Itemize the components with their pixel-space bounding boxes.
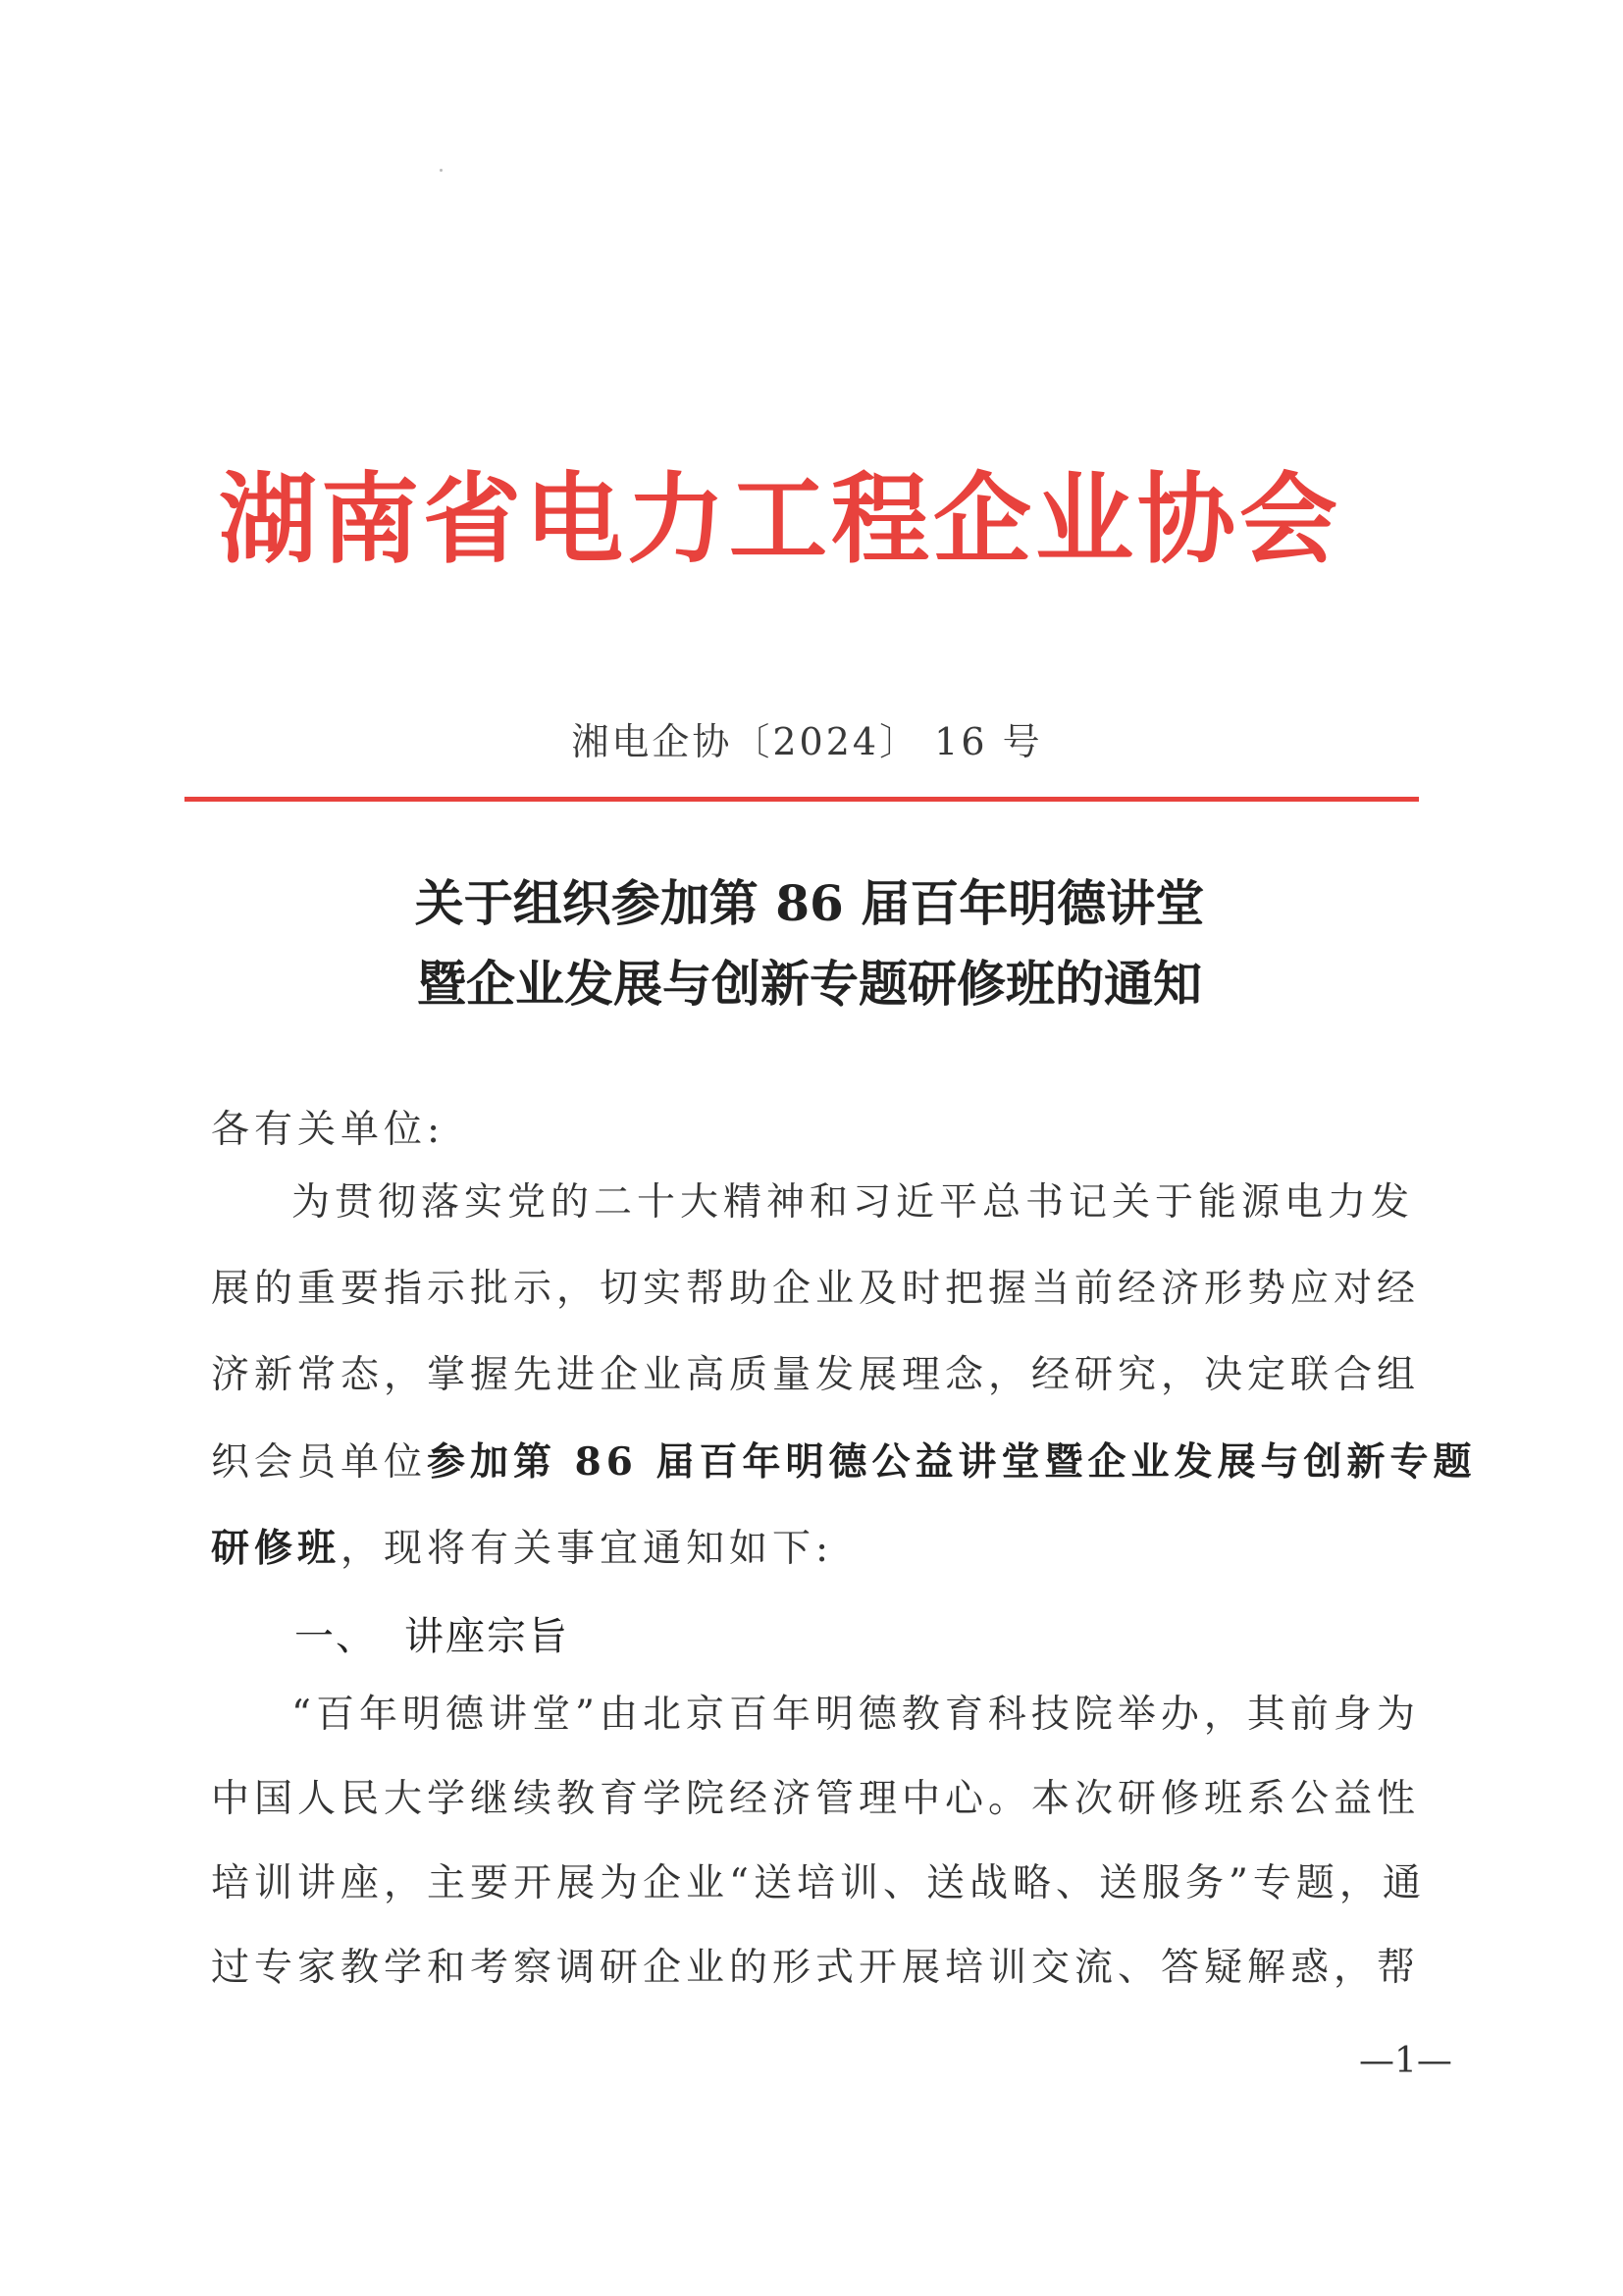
paragraph-line: 展的重要指示批示，切实帮助企业及时把握当前经济形势应对经 xyxy=(211,1267,1421,1311)
paragraph-text: ，现将有关事宜通知如下: xyxy=(340,1527,834,1571)
paragraph-line: 济新常态，掌握先进企业高质量发展理念，经研究，决定联合组 xyxy=(211,1353,1421,1397)
red-divider-rule xyxy=(184,797,1419,802)
masthead-organization-name: 湖南省电力工程企业协会 xyxy=(219,462,1341,577)
paragraph-line xyxy=(211,1521,1452,1607)
event-name-bold: 参加第 86 届百年明德公益讲堂暨企业发展与创新专题 xyxy=(427,1439,1477,1485)
document-title xyxy=(147,863,1472,1024)
paragraph-text: 织会员单位 xyxy=(211,1440,428,1485)
paragraph-purpose xyxy=(211,1688,1452,2025)
event-name-bold: 研修班 xyxy=(211,1526,341,1571)
paragraph-line: 培训讲座，主要开展为企业“送培训、送战略、送服务”专题，通 xyxy=(211,1861,1426,1905)
salutation: 各有关单位: xyxy=(211,1108,445,1152)
paragraph-line xyxy=(211,1435,1477,1521)
paragraph-intro xyxy=(211,1175,1477,1607)
paragraph-line: 为贯彻落实党的二十大精神和习近平总书记关于能源电力发 xyxy=(291,1180,1415,1225)
section-number: 一、 xyxy=(294,1614,377,1659)
paragraph-line: “百年明德讲堂”由北京百年明德教育科技院举办，其前身为 xyxy=(291,1693,1420,1737)
document-number: 湘电企协〔2024〕 16 号 xyxy=(571,720,1043,763)
section-heading-1 xyxy=(294,1605,569,1661)
section-title: 讲座宗旨 xyxy=(404,1614,569,1659)
title-line-1: 关于组织参加第 86 届百年明德讲堂 xyxy=(414,874,1205,932)
title-line-2: 暨企业发展与创新专题研修班的通知 xyxy=(417,955,1202,1013)
paragraph-line: 中国人民大学继续教育学院经济管理中心。本次研修班系公益性 xyxy=(211,1777,1421,1821)
page-number: —1— xyxy=(1359,2041,1452,2081)
paragraph-line: 过专家教学和考察调研企业的形式开展培训交流、答疑解惑，帮 xyxy=(211,1946,1421,1990)
scan-speck xyxy=(440,169,443,172)
